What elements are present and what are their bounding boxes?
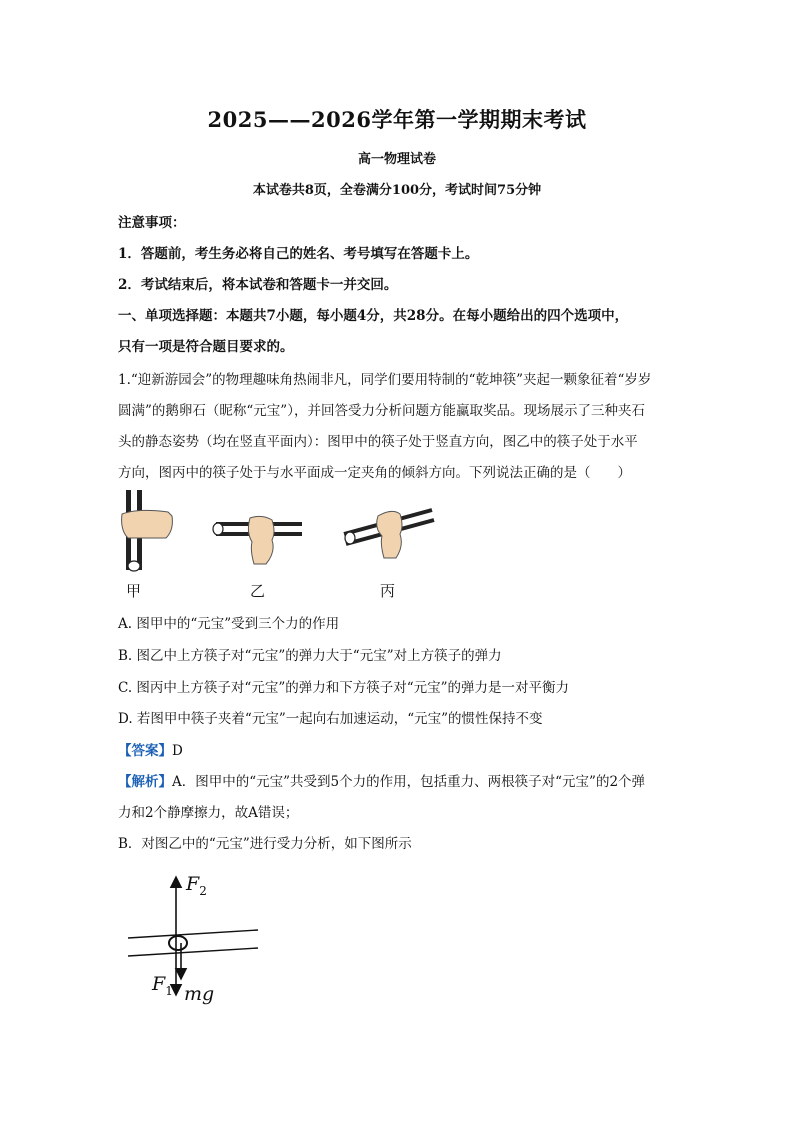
chopstick-upper-line (128, 930, 258, 938)
question-stem-line3: 头的静态姿势（均在竖直平面内）：图甲中的筷子处于竖直方向，图乙中的筷子处于水平 (118, 434, 638, 450)
chopstick-lower-line (128, 948, 258, 956)
figure-label-jia: 甲 (126, 582, 142, 600)
analysis-line2: 力和2个静摩擦力，故A错误； (118, 805, 299, 821)
pebble-icon (213, 523, 223, 535)
analysis-text-line1: A．图甲中的“元宝”共受到5个力的作用，包括重力、两根筷子对“元宝”的2个弹 (172, 774, 646, 790)
question-stem-line4: 方向，图丙中的筷子处于与水平面成一定夹角的倾斜方向。下列说法正确的是（ ） (118, 465, 631, 481)
analysis-tag: 【解析】 (118, 774, 172, 790)
option-a: A. 图甲中的“元宝”受到三个力的作用 (118, 616, 340, 632)
figure-label-yi: 乙 (250, 582, 266, 600)
answer-line (118, 739, 183, 759)
notice-item-2: 2．考试结束后，将本试卷和答题卡一并交回。 (118, 277, 398, 293)
notice-item-1: 1．答题前，考生务必将自己的姓名、考号填写在答题卡上。 (118, 246, 479, 262)
exam-subtitle: 高一物理试卷 (357, 152, 436, 167)
exam-title: 2025——2026学年第一学期期末考试 (207, 107, 587, 132)
answer-value: D (172, 743, 183, 759)
section-heading-line2: 只有一项是符合题目要求的。 (118, 339, 294, 355)
section-heading-line1: 一、单项选择题：本题共7小题，每小题4分，共28分。在每小题给出的四个选项中， (118, 308, 629, 324)
label-mg: mg (184, 983, 215, 1005)
hand-icon (122, 510, 173, 538)
hand-icon (248, 516, 274, 564)
hand-icon (377, 511, 402, 558)
pebble-icon (169, 936, 187, 950)
label-f2: $F_2$ (186, 873, 207, 898)
option-d: D. 若图甲中筷子夹着“元宝”一起向右加速运动，“元宝”的惯性保持不变 (118, 711, 543, 727)
pebble-icon (345, 532, 355, 544)
pebble-icon (128, 561, 140, 571)
analysis-line3: B．对图乙中的“元宝”进行受力分析，如下图所示 (118, 836, 412, 852)
label-f1: $F_1$ (152, 973, 173, 998)
option-b: B. 图乙中上方筷子对“元宝”的弹力大于“元宝”对上方筷子的弹力 (118, 648, 502, 664)
force-diagram (118, 866, 278, 1006)
question-stem-line2: 圆满”的鹅卵石（昵称“元宝”），并回答受力分析问题方能赢取奖品。现场展示了三种夹石 (118, 403, 645, 419)
answer-tag: 【答案】 (118, 743, 172, 759)
notice-heading: 注意事项： (118, 215, 186, 231)
option-c: C. 图丙中上方筷子对“元宝”的弹力和下方筷子对“元宝”的弹力是一对平衡力 (118, 680, 570, 696)
exam-info: 本试卷共8页，全卷满分100分，考试时间75分钟 (252, 183, 542, 198)
figure-bing (338, 500, 438, 564)
figure-label-bing: 丙 (380, 582, 396, 600)
question-stem-line1: 1.“迎新游园会”的物理趣味角热闹非凡，同学们要用特制的“乾坤筷”夹起一颗象征着“岁岁 (118, 372, 652, 388)
figure-jia (118, 486, 180, 576)
analysis-line1 (118, 770, 645, 790)
figure-yi (206, 512, 306, 568)
